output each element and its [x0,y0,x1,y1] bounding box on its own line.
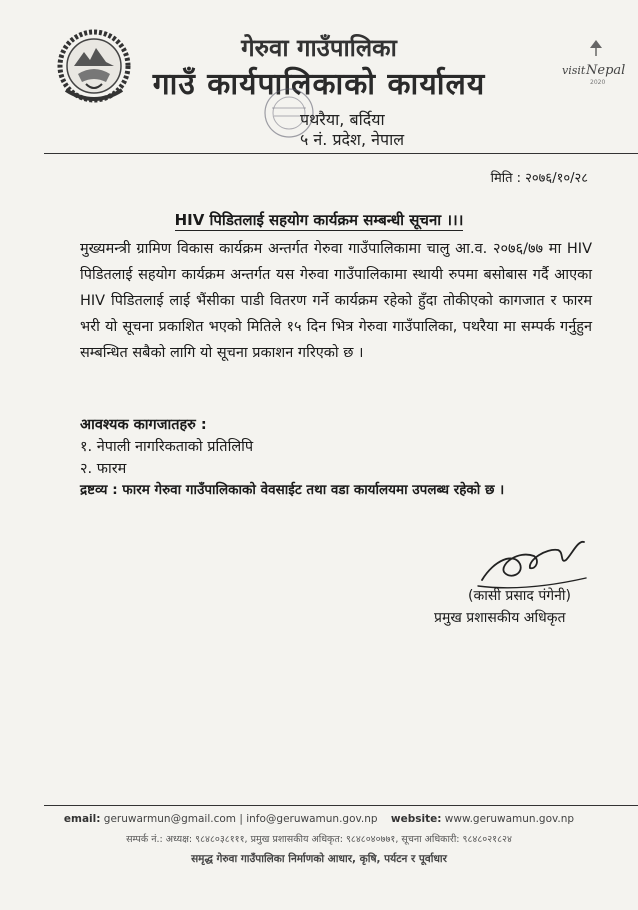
website-label: website: [390,813,442,825]
svg-text:2020: 2020 [590,79,606,86]
svg-text:Nepal: Nepal [586,63,626,78]
required-document-item: २. फारम [80,461,127,477]
notice-body: मुख्यमन्त्री ग्रामिण विकास कार्यक्रम अन्तर्गत गेरुवा गाउँपालिकामा चालु आ.व. २०७६/७७ मा HIV पिडितलाई सहयोग कार्यक्रम अन्तर्गत यस गेरुवा गाउँपालिकामा स्थायी रुपमा बसोबास गर्दै आएका HIV पिडितलाई लाई भैंसीका पाडी वितरण गर्ने कार्यक्रम रहेको हुँदा तोकीएको कागजात र फारम भरी यो सूचना प्रकाशित भएको मितिले १५ दिन भित्र गेरुवा गाउँपालिका, पथरैया मा सम्पर्क गर्नुहुन सम्बन्धित सबैको लागि यो सूचना प्रकाशन गरिएको छ । [80,241,592,361]
email-label: email: [63,813,101,825]
website-value[interactable]: www.geruwamun.gov.np [444,813,575,825]
header-divider [44,153,638,154]
signer-name: (कासी प्रसाद पंगेनी) [468,588,572,604]
footer-phone-numbers: सम्पर्क नं.: अध्यक्ष: ९८४८०३८१११, प्रमुख प्रशासकीय अधिकृत: ९८४८०४०७७१, सूचना अधिकारी: ९८४८०२१८२४ [126,834,512,845]
notice-date: मिति : २०७६/१०/२८ [490,171,588,186]
email-value[interactable]: geruwarmun@gmail.com | info@geruwamun.gov.np [103,813,378,825]
visit-nepal-2020-logo-icon [556,34,626,90]
notice-title [0,210,638,230]
office-province: ५ नं. प्रदेश, नेपाल [300,130,405,149]
office-address: पथरैया, बर्दिया [300,110,385,129]
svg-text:visit: visit [562,64,586,77]
municipality-name: गेरुवा गाउँपालिका [241,34,397,62]
signer-title: प्रमुख प्रशासकीय अधिकृत [434,610,566,626]
required-document-item: १. नेपाली नागरिकताको प्रतिलिपि [80,439,254,455]
handwritten-signature-icon [474,530,594,594]
notice-note: द्रष्टव्य : फारम गेरुवा गाउँपालिकाको वेवसाईट तथा वडा कार्यालयमा उपलब्ध रहेको छ । [80,482,505,498]
footer-divider [44,805,638,806]
footer-slogan: समृद्ध गेरुवा गाउँपालिका निर्माणको आधार, कृषि, पर्यटन र पूर्वाधार [191,853,447,865]
notice-title-text: HIV पिडितलाई सहयोग कार्यक्रम सम्बन्धी सूचना ।।। [174,211,464,229]
office-name: गाउँ कार्यपालिकाको कार्यालय [152,67,486,102]
footer-contact-web [0,813,638,825]
required-documents-heading: आवश्यक कागजातहरु : [80,417,207,433]
